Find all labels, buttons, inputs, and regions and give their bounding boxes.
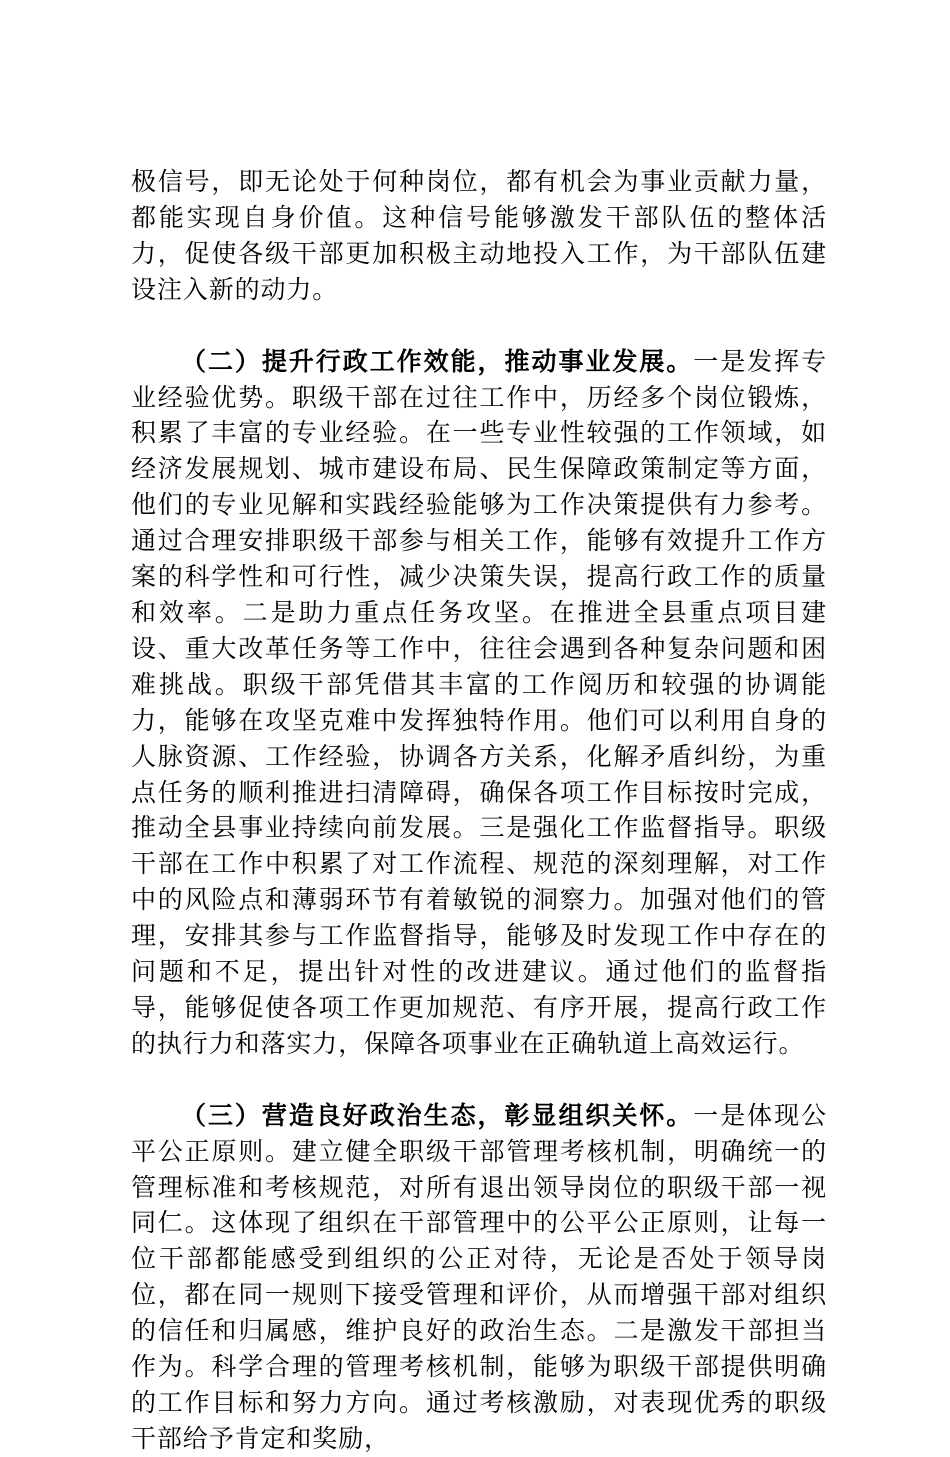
paragraph-section-3 [131,1098,827,1457]
paragraph-continuation [131,164,827,308]
paragraph-section-2 [131,344,827,1062]
section-heading: （二）提升行政工作效能，推动事业发展。 [181,346,694,376]
document-page [131,164,827,1457]
paragraph-body: 一是体现公平公正原则。建立健全职级干部管理考核机制，明确统一的管理标准和考核规范，对所有退出领导岗位的职级干部一视同仁。这体现了组织在干部管理中的公平公正原则，让每一位干部都能感受到组织的公正对待，无论是否处于领导岗位，都在同一规则下接受管理和评价，从而增强干部对组织的信任和归属感，维护良好的政治生态。二是激发干部担当作为。科学合理的管理考核机制，能够为职级干部提供明确的工作目标和努力方向。通过考核激励，对表现优秀的职级干部给予肯定和奖励， [131,1100,827,1453]
section-heading: （三）营造良好政治生态，彰显组织关怀。 [181,1100,694,1130]
paragraph-body: 一是发挥专业经验优势。职级干部在过往工作中，历经多个岗位锻炼，积累了丰富的专业经验。在一些专业性较强的工作领域，如经济发展规划、城市建设布局、民生保障政策制定等方面，他们的专业见解和实践经验能够为工作决策提供有力参考。通过合理安排职级干部参与相关工作，能够有效提升工作方案的科学性和可行性，减少决策失误，提高行政工作的质量和效率。二是助力重点任务攻坚。在推进全县重点项目建设、重大改革任务等工作中，往往会遇到各种复杂问题和困难挑战。职级干部凭借其丰富的工作阅历和较强的协调能力，能够在攻坚克难中发挥独特作用。他们可以利用自身的人脉资源、工作经验，协调各方关系，化解矛盾纠纷，为重点任务的顺利推进扫清障碍，确保各项工作目标按时完成，推动全县事业持续向前发展。三是强化工作监督指导。职级干部在工作中积累了对工作流程、规范的深刻理解，对工作中的风险点和薄弱环节有着敏锐的洞察力。加强对他们的管理，安排其参与工作监督指导，能够及时发现工作中存在的问题和不足，提出针对性的改进建议。通过他们的监督指导，能够促使各项工作更加规范、有序开展，提高行政工作的执行力和落实力，保障各项事业在正确轨道上高效运行。 [131,346,827,1058]
paragraph-body: 极信号，即无论处于何种岗位，都有机会为事业贡献力量，都能实现自身价值。这种信号能够激发干部队伍的整体活力，促使各级干部更加积极主动地投入工作，为干部队伍建设注入新的动力。 [131,167,827,304]
